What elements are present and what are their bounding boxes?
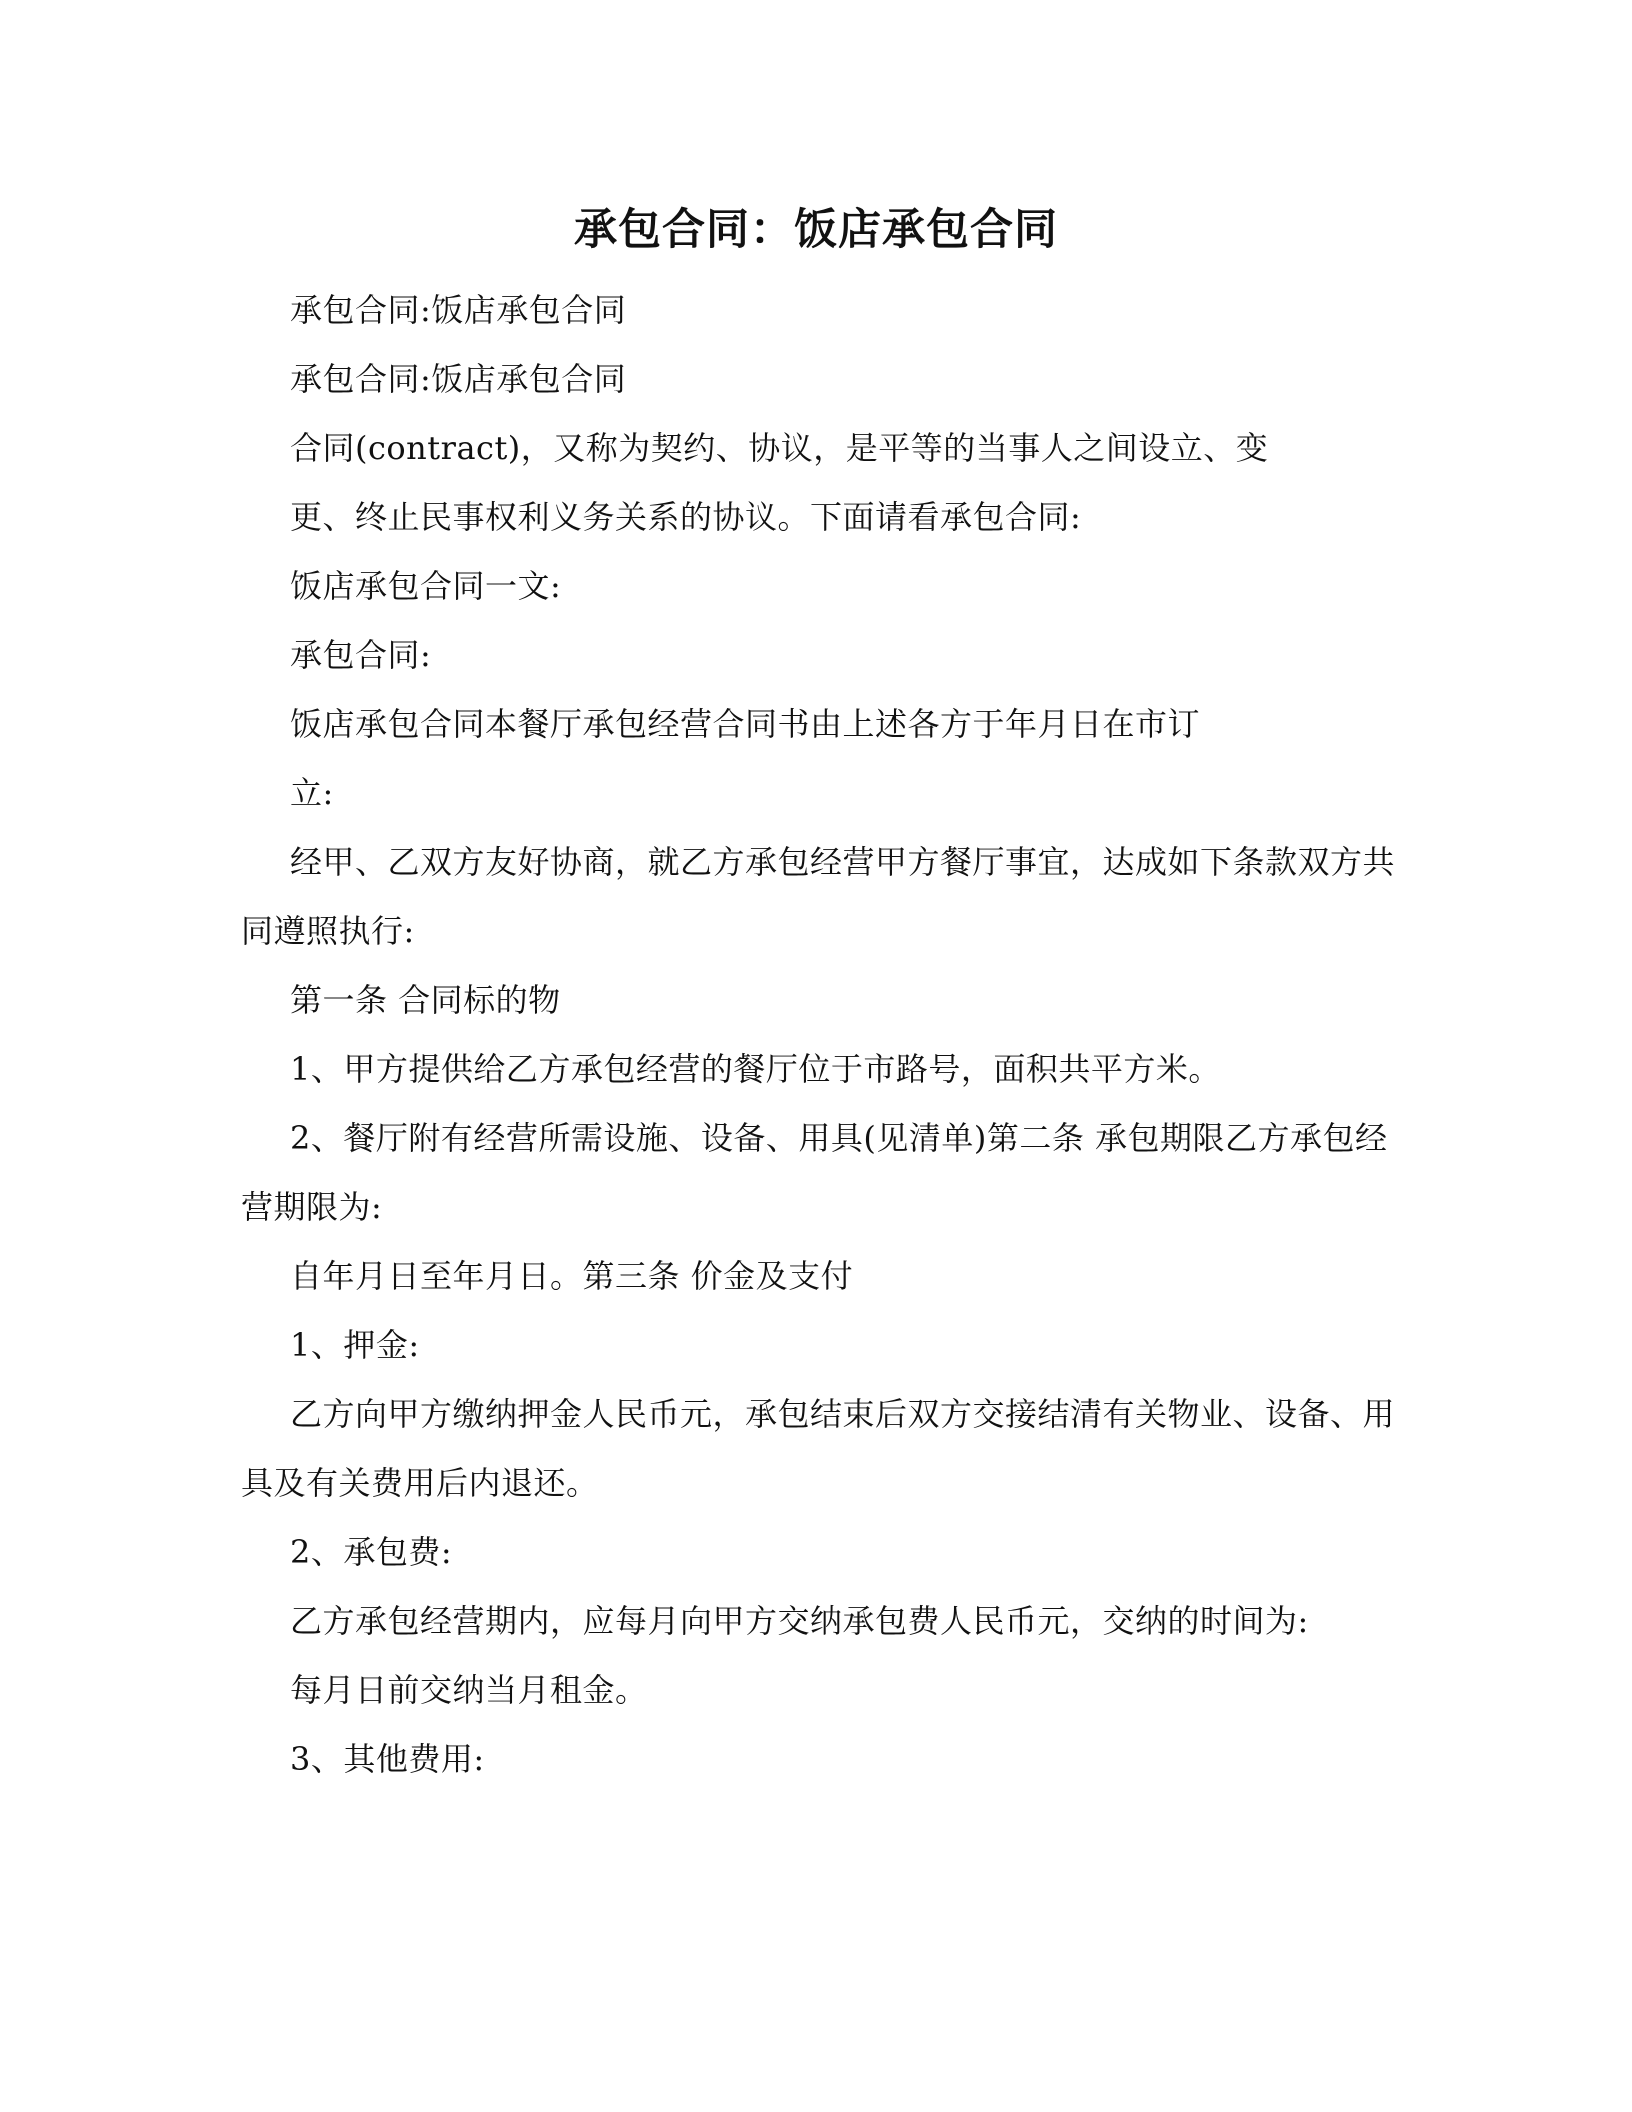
paragraph-line: 1、押金: xyxy=(290,1326,420,1364)
document-title: 承包合同：饭店承包合同 xyxy=(574,205,1058,255)
paragraph-line: 乙方承包经营期内，应每月向甲方交纳承包费人民币元，交纳的时间为: xyxy=(290,1602,1309,1640)
paragraph-line: 2、餐厅附有经营所需设施、设备、用具(见清单)第二条 承包期限乙方承包经 xyxy=(290,1119,1388,1157)
paragraph-line: 自年月日至年月日。第三条 价金及支付 xyxy=(290,1257,854,1295)
paragraph-line: 饭店承包合同本餐厅承包经营合同书由上述各方于年月日在市订 xyxy=(290,705,1201,743)
paragraph-line: 1、甲方提供给乙方承包经营的餐厅位于市路号，面积共平方米。 xyxy=(290,1050,1221,1088)
paragraph-line: 同遵照执行: xyxy=(241,912,415,950)
paragraph-line: 经甲、乙双方友好协商，就乙方承包经营甲方餐厅事宜，达成如下条款双方共 xyxy=(290,843,1396,881)
section-heading: 第一条 合同标的物 xyxy=(290,981,561,1019)
paragraph-line: 每月日前交纳当月租金。 xyxy=(290,1671,648,1709)
paragraph-line: 2、承包费: xyxy=(290,1533,453,1571)
paragraph-line: 乙方向甲方缴纳押金人民币元，承包结束后双方交接结清有关物业、设备、用 xyxy=(290,1395,1396,1433)
paragraph-line: 营期限为: xyxy=(241,1188,383,1226)
paragraph-line: 饭店承包合同一文: xyxy=(290,567,562,605)
paragraph-line: 承包合同:饭店承包合同 xyxy=(290,291,627,329)
paragraph-line: 立: xyxy=(290,774,334,812)
paragraph-line: 具及有关费用后内退还。 xyxy=(241,1464,599,1502)
paragraph-line: 承包合同:饭店承包合同 xyxy=(290,360,627,398)
paragraph-line: 合同(contract)，又称为契约、协议，是平等的当事人之间设立、变 xyxy=(290,429,1269,467)
paragraph-line: 承包合同: xyxy=(290,636,432,674)
paragraph-line: 更、终止民事权利义务关系的协议。下面请看承包合同: xyxy=(290,498,1082,536)
paragraph-line: 3、其他费用: xyxy=(290,1740,485,1778)
